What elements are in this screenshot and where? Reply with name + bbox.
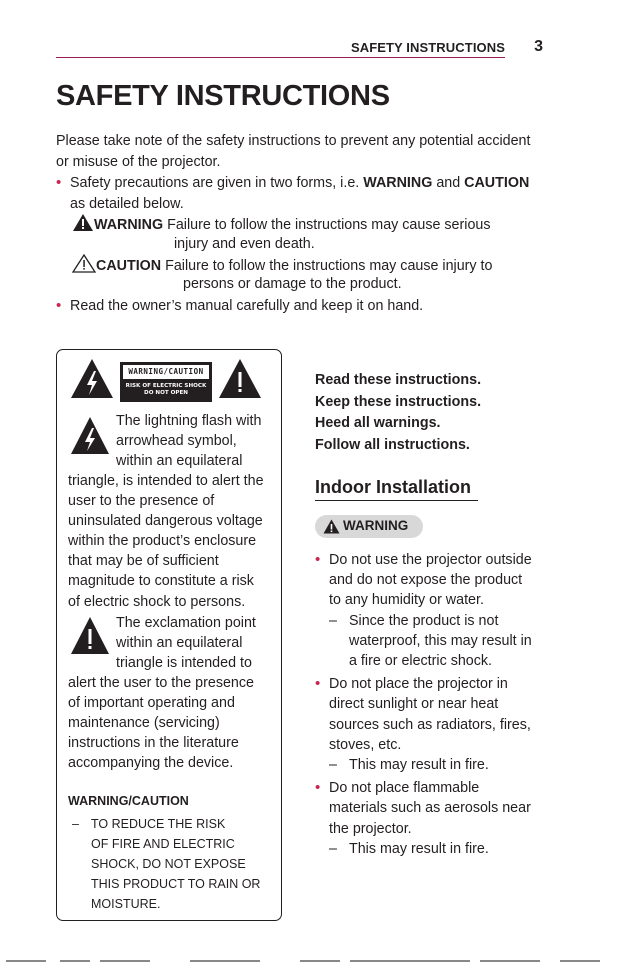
- lightning-triangle-icon: [70, 416, 110, 456]
- warning-label: WARNING: [94, 217, 164, 233]
- intro-line-1: Please take note of the safety instructions to prevent any potential accident: [56, 133, 531, 149]
- text-line: of important operating and: [68, 695, 235, 712]
- text-line: – Since the product is not: [349, 612, 499, 629]
- label-line-1: RISK OF ELECTRIC SHOCK: [125, 383, 207, 389]
- and-word: and: [432, 175, 465, 191]
- exclamation-triangle-icon: [70, 616, 110, 656]
- text-line: – This may result in fire.: [349, 757, 489, 774]
- page-number: 3: [534, 38, 543, 55]
- label-subtext: [120, 383, 212, 397]
- list-item: [315, 674, 545, 775]
- text-line: user to the presence of: [68, 493, 215, 510]
- list-item: [315, 778, 545, 859]
- warning-text: Failure to follow the instructions may cause serious: [163, 217, 491, 233]
- wc-list: [72, 814, 260, 914]
- text-line: Read these instructions.: [315, 372, 482, 388]
- text-line: of electric shock to persons.: [68, 593, 246, 610]
- bullet-forms: [56, 173, 546, 214]
- text-line: that may be of sufficient: [68, 553, 219, 570]
- bullet-read-manual: [56, 296, 423, 317]
- text-line: SHOCK, DO NOT EXPOSE: [91, 857, 246, 871]
- text-line: • Do not place the projector in: [329, 676, 508, 693]
- text-line: within an equilateral: [116, 635, 243, 652]
- text-line: magnitude to constitute a risk: [68, 573, 254, 590]
- warning-pill: [315, 515, 423, 538]
- bullet-text: Read the owner’s manual carefully and keep it on hand.: [70, 298, 424, 314]
- text-line: triangle is intended to: [116, 655, 252, 672]
- text-line: • Do not place flammable: [329, 780, 480, 797]
- header-rule: [56, 57, 505, 58]
- page-title: SAFETY INSTRUCTIONS: [56, 80, 390, 112]
- lightning-desc: [68, 471, 264, 612]
- warning-word: WARNING: [363, 175, 433, 191]
- text-line: accompanying the device.: [68, 755, 234, 772]
- text-line: uninsulated dangerous voltage: [68, 513, 263, 530]
- sub-item: [329, 839, 545, 859]
- caution-text-line2: persons or damage to the product.: [183, 276, 402, 292]
- text-line: the projector.: [329, 820, 412, 837]
- label-line-2: DO NOT OPEN: [144, 390, 188, 396]
- text-line: – This may result in fire.: [349, 840, 489, 857]
- lightning-triangle-icon: [70, 358, 114, 399]
- exclamation-triangle-icon: [218, 358, 262, 399]
- page-header: [56, 40, 543, 60]
- text-line: Keep these instructions.: [315, 393, 482, 410]
- warning-text-line2: injury and even death.: [174, 236, 315, 252]
- caution-word: CAUTION: [464, 175, 530, 191]
- caution-label: CAUTION: [96, 258, 162, 274]
- text-line: and do not expose the product: [329, 572, 523, 589]
- text-line: direct sunlight or near heat: [329, 696, 499, 713]
- caution-text: Failure to follow the instructions may cause injury to: [161, 258, 493, 274]
- caution-triangle-icon: [72, 254, 96, 273]
- intro-line-2: or misuse of the projector.: [56, 153, 221, 170]
- intro-block: [56, 131, 546, 214]
- warning-definition: [72, 213, 491, 236]
- wc-heading: WARNING/CAUTION: [68, 794, 189, 808]
- header-title: SAFETY INSTRUCTIONS: [350, 40, 505, 55]
- sub-item: [329, 611, 545, 672]
- bullet-text: Safety precautions are given in two forms, i.e.: [70, 175, 364, 191]
- text-line: maintenance (servicing): [68, 715, 220, 732]
- exclamation-desc: [68, 673, 254, 773]
- pill-label: WARNING: [343, 518, 409, 533]
- text-line: arrowhead symbol,: [116, 433, 237, 450]
- text-line: alert the user to the presence: [68, 675, 254, 691]
- warning-triangle-icon: [72, 213, 94, 232]
- text-line: materials such as aerosols near: [329, 800, 531, 817]
- text-line: stoves, etc.: [329, 736, 402, 753]
- text-line: • Do not use the projector outside: [329, 552, 532, 568]
- section-heading: Indoor Installation: [315, 477, 471, 497]
- text-line: to any humidity or water.: [329, 592, 484, 609]
- section-rule: [315, 500, 478, 501]
- warning-caution-label: [120, 362, 212, 402]
- text-line: sources such as radiators, fires,: [329, 716, 531, 733]
- lightning-desc-indent: [116, 411, 261, 471]
- sub-item: [329, 755, 545, 775]
- exclamation-desc-indent: [116, 613, 256, 673]
- label-title: WARNING/CAUTION: [123, 365, 209, 379]
- read-instructions-list: [315, 370, 481, 456]
- text-line: MOISTURE.: [91, 897, 161, 911]
- list-item: [315, 550, 545, 671]
- text-line: within an equilateral: [116, 453, 243, 470]
- text-line: OF FIRE AND ELECTRIC: [91, 837, 235, 851]
- text-line: Heed all warnings.: [315, 415, 441, 431]
- text-line: The lightning flash with: [116, 413, 262, 429]
- warning-triangle-icon: [323, 519, 340, 534]
- bullet-text-line2: as detailed below.: [70, 195, 184, 212]
- text-line: The exclamation point: [116, 615, 256, 631]
- footer-artifacts: [0, 956, 619, 965]
- text-line: within the product’s enclosure: [68, 533, 257, 550]
- wc-item: [72, 814, 260, 914]
- text-line: – TO REDUCE THE RISK: [91, 817, 226, 831]
- text-line: instructions in the literature: [68, 735, 239, 752]
- text-line: THIS PRODUCT TO RAIN OR: [91, 877, 261, 891]
- text-line: Follow all instructions.: [315, 436, 470, 453]
- text-line: waterproof, this may result in: [349, 632, 532, 649]
- indoor-list: [315, 550, 545, 859]
- text-line: triangle, is intended to alert the: [68, 473, 264, 489]
- text-line: a fire or electric shock.: [349, 653, 493, 670]
